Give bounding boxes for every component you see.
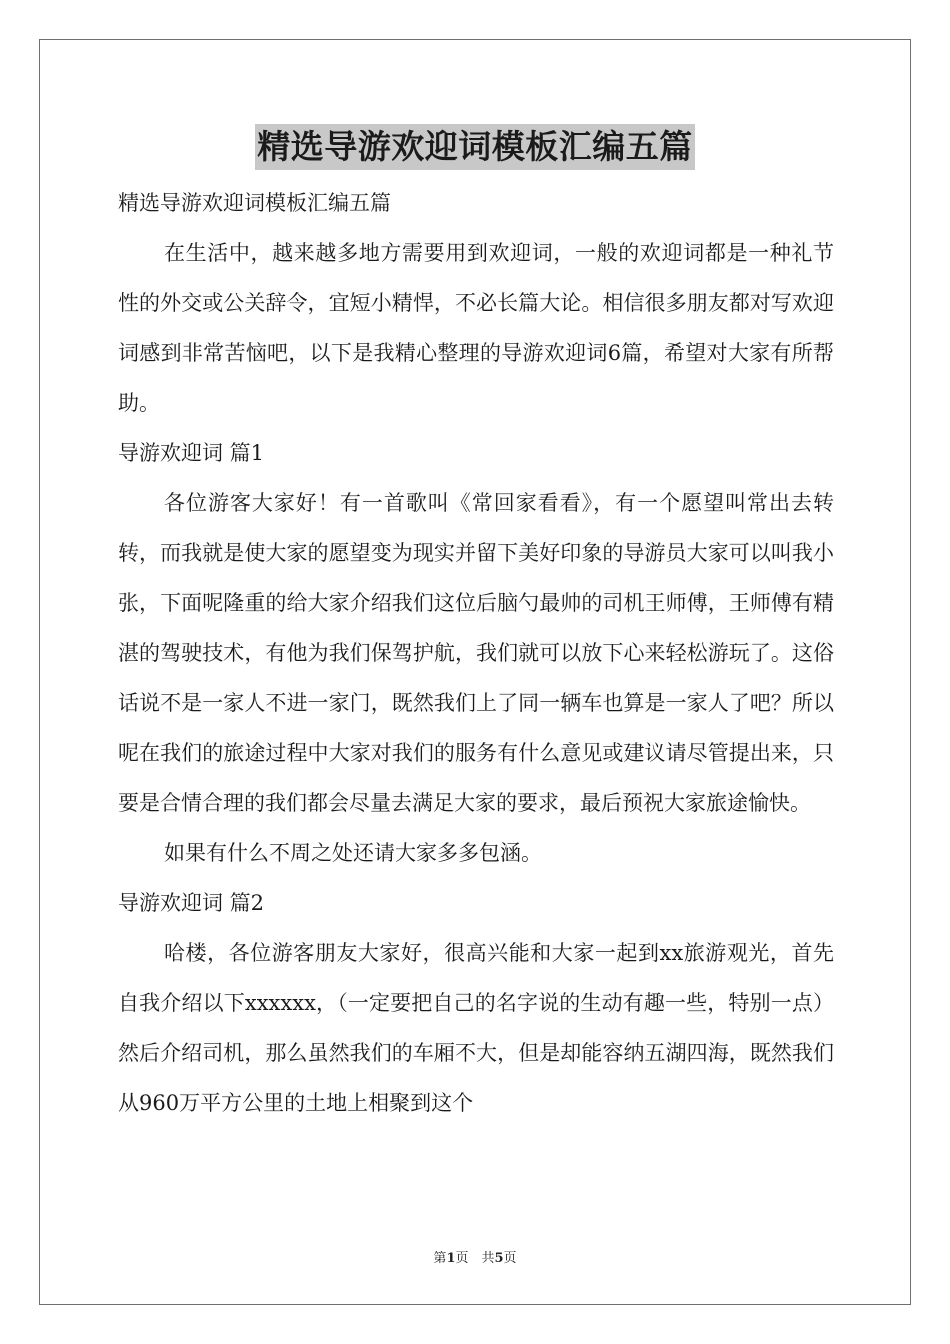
footer-suffix: 页 bbox=[503, 1251, 517, 1266]
section-heading-1: 导游欢迎词 篇1 bbox=[118, 441, 265, 465]
document-title bbox=[0, 124, 950, 174]
footer-mid: 页 共 bbox=[455, 1251, 495, 1266]
subtitle-heading: 精选导游欢迎词模板汇编五篇 bbox=[118, 191, 391, 215]
document-title-text: 精选导游欢迎词模板汇编五篇 bbox=[255, 124, 695, 170]
page-footer bbox=[0, 1247, 950, 1266]
footer-prefix: 第 bbox=[433, 1251, 447, 1266]
document-body bbox=[118, 178, 834, 1128]
section-2-paragraph: 哈楼，各位游客朋友大家好，很高兴能和大家一起到xx旅游观光，首先自我介绍以下xxxxxx，（一定要把自己的名字说的生动有趣一些，特别一点）然后介绍司机，那么虽然我们的车厢不大，但是却能容纳五湖四海，既然我们从960万平方公里的土地上相聚到这个 bbox=[118, 941, 834, 1115]
section-1-paragraph: 各位游客大家好！有一首歌叫《常回家看看》，有一个愿望叫常出去转转，而我就是使大家的愿望变为现实并留下美好印象的导游员大家可以叫我小张，下面呢隆重的给大家介绍我们这位后脑勺最帅的司机王师傅，王师傅有精湛的驾驶技术，有他为我们保驾护航，我们就可以放下心来轻松游玩了。这俗话说不是一家人不进一家门，既然我们上了同一辆车也算是一家人了吧？所以呢在我们的旅途过程中大家对我们的服务有什么意见或建议请尽管提出来，只要是合情合理的我们都会尽量去满足大家的要求，最后预祝大家旅途愉快。 bbox=[118, 491, 834, 815]
footer-total-pages: 5 bbox=[494, 1251, 504, 1266]
footer-current-page: 1 bbox=[446, 1251, 456, 1266]
section-1-closing-paragraph: 如果有什么不周之处还请大家多多包涵。 bbox=[164, 841, 542, 865]
section-heading-2: 导游欢迎词 篇2 bbox=[118, 891, 265, 915]
intro-paragraph: 在生活中，越来越多地方需要用到欢迎词，一般的欢迎词都是一种礼节性的外交或公关辞令，宜短小精悍，不必长篇大论。相信很多朋友都对写欢迎词感到非常苦恼吧，以下是我精心整理的导游欢迎词6篇，希望对大家有所帮助。 bbox=[118, 241, 834, 415]
